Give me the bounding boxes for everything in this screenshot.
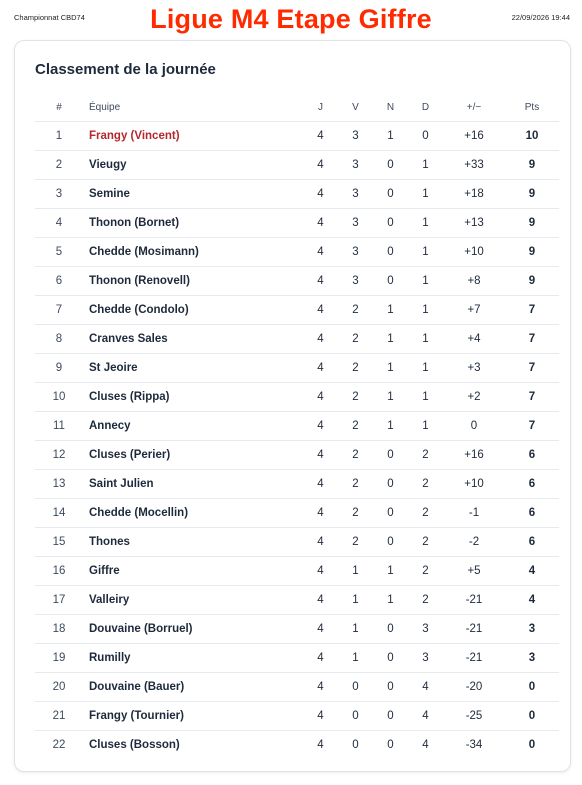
cell-j: 4 bbox=[303, 412, 338, 441]
cell-pts: 6 bbox=[505, 470, 559, 499]
cell-n: 1 bbox=[373, 586, 408, 615]
cell-rank: 6 bbox=[35, 267, 83, 296]
table-row bbox=[35, 238, 559, 267]
cell-diff: 0 bbox=[443, 412, 505, 441]
cell-n: 0 bbox=[373, 673, 408, 702]
cell-j: 4 bbox=[303, 441, 338, 470]
cell-j: 4 bbox=[303, 238, 338, 267]
cell-pts: 9 bbox=[505, 209, 559, 238]
table-row bbox=[35, 412, 559, 441]
cell-pts: 7 bbox=[505, 296, 559, 325]
cell-d: 4 bbox=[408, 702, 443, 731]
table-row bbox=[35, 354, 559, 383]
col-diff: +/− bbox=[443, 93, 505, 122]
cell-diff: +10 bbox=[443, 238, 505, 267]
timestamp: 22/09/2026 19:44 bbox=[511, 13, 570, 22]
table-header-row bbox=[35, 93, 559, 122]
cell-v: 3 bbox=[338, 209, 373, 238]
cell-j: 4 bbox=[303, 180, 338, 209]
cell-n: 0 bbox=[373, 615, 408, 644]
cell-pts: 4 bbox=[505, 557, 559, 586]
cell-j: 4 bbox=[303, 296, 338, 325]
cell-rank: 3 bbox=[35, 180, 83, 209]
cell-pts: 0 bbox=[528, 739, 536, 751]
cell-j: 4 bbox=[303, 499, 338, 528]
cell-j: 4 bbox=[303, 325, 338, 354]
cell-v: 2 bbox=[338, 528, 373, 557]
cell-v: 3 bbox=[338, 180, 373, 209]
cell-v: 3 bbox=[338, 122, 373, 151]
cell-v: 2 bbox=[338, 296, 373, 325]
cell-j: 4 bbox=[303, 644, 338, 673]
page-title: Ligue M4 Etape Giffre bbox=[150, 4, 432, 34]
table-row bbox=[35, 586, 559, 615]
cell-j: 4 bbox=[303, 470, 338, 499]
cell-rank: 11 bbox=[35, 412, 83, 441]
cell-diff: +10 bbox=[443, 470, 505, 499]
cell-diff: +3 bbox=[443, 354, 505, 383]
card-title: Classement de la journée bbox=[35, 61, 216, 78]
cell-d: 2 bbox=[408, 586, 443, 615]
cell-team: Valleiry bbox=[83, 586, 303, 615]
cell-pts: 9 bbox=[505, 180, 559, 209]
cell-pts: 7 bbox=[505, 412, 559, 441]
cell-diff: +18 bbox=[443, 180, 505, 209]
cell-v: 2 bbox=[338, 325, 373, 354]
cell-team: Douvaine (Borruel) bbox=[83, 615, 303, 644]
cell-diff: -2 bbox=[443, 528, 505, 557]
cell-rank: 4 bbox=[35, 209, 83, 238]
cell-pts: 9 bbox=[505, 151, 559, 180]
cell-team: Chedde (Condolo) bbox=[83, 296, 303, 325]
cell-rank: 13 bbox=[35, 470, 83, 499]
table-row bbox=[35, 209, 559, 238]
cell-d: 3 bbox=[408, 615, 443, 644]
cell-n: 1 bbox=[373, 557, 408, 586]
cell-diff: -34 bbox=[465, 739, 483, 751]
championship-label: Championnat CBD74 bbox=[14, 13, 85, 22]
cell-d: 1 bbox=[408, 383, 443, 412]
table-row bbox=[35, 267, 559, 296]
table-row bbox=[35, 615, 559, 644]
cell-j: 4 bbox=[317, 739, 324, 751]
cell-diff: +16 bbox=[443, 441, 505, 470]
cell-pts: 0 bbox=[505, 673, 559, 702]
cell-pts: 3 bbox=[505, 615, 559, 644]
cell-d: 1 bbox=[408, 180, 443, 209]
cell-n: 0 bbox=[387, 739, 394, 751]
cell-pts: 9 bbox=[505, 238, 559, 267]
cell-team: Frangy (Vincent) bbox=[83, 122, 303, 151]
cell-n: 0 bbox=[373, 441, 408, 470]
cell-rank: 20 bbox=[35, 673, 83, 702]
cell-d: 2 bbox=[408, 441, 443, 470]
cell-team: Rumilly bbox=[83, 644, 303, 673]
table-row bbox=[35, 702, 559, 731]
cell-n: 0 bbox=[373, 470, 408, 499]
cell-j: 4 bbox=[303, 615, 338, 644]
cell-d: 2 bbox=[408, 470, 443, 499]
cell-j: 4 bbox=[303, 383, 338, 412]
cell-rank: 19 bbox=[35, 644, 83, 673]
cell-rank: 14 bbox=[35, 499, 83, 528]
cell-j: 4 bbox=[303, 528, 338, 557]
cell-j: 4 bbox=[303, 354, 338, 383]
cell-j: 4 bbox=[303, 209, 338, 238]
cell-team: Cranves Sales bbox=[83, 325, 303, 354]
cell-v: 1 bbox=[338, 557, 373, 586]
cell-d: 1 bbox=[408, 296, 443, 325]
cell-team: Cluses (Bosson) bbox=[89, 739, 180, 751]
cell-v: 0 bbox=[338, 702, 373, 731]
cell-pts: 0 bbox=[505, 702, 559, 731]
cell-v: 2 bbox=[338, 441, 373, 470]
cell-v: 2 bbox=[338, 354, 373, 383]
cell-n: 0 bbox=[373, 702, 408, 731]
cell-diff: -1 bbox=[443, 499, 505, 528]
cell-n: 0 bbox=[373, 209, 408, 238]
cell-v: 3 bbox=[338, 267, 373, 296]
table-row bbox=[35, 673, 559, 702]
cell-pts: 6 bbox=[505, 528, 559, 557]
cell-team: Vieugy bbox=[83, 151, 303, 180]
cell-rank: 9 bbox=[35, 354, 83, 383]
col-rank: # bbox=[35, 93, 83, 122]
cell-team: Douvaine (Bauer) bbox=[83, 673, 303, 702]
cell-team: Thonon (Bornet) bbox=[83, 209, 303, 238]
cell-j: 4 bbox=[303, 586, 338, 615]
table-row bbox=[35, 499, 559, 528]
cell-d: 1 bbox=[408, 209, 443, 238]
cell-d: 1 bbox=[408, 325, 443, 354]
cell-j: 4 bbox=[303, 122, 338, 151]
cell-rank: 2 bbox=[35, 151, 83, 180]
standings-card bbox=[14, 40, 571, 772]
cell-d: 1 bbox=[408, 412, 443, 441]
cell-v: 1 bbox=[338, 586, 373, 615]
table-row bbox=[35, 557, 559, 586]
col-j: J bbox=[303, 93, 338, 122]
cell-pts: 7 bbox=[505, 325, 559, 354]
cell-j: 4 bbox=[303, 151, 338, 180]
cell-team: Chedde (Mosimann) bbox=[83, 238, 303, 267]
cell-diff: -21 bbox=[443, 644, 505, 673]
cell-diff: +16 bbox=[443, 122, 505, 151]
table-row bbox=[35, 528, 559, 557]
cell-j: 4 bbox=[303, 673, 338, 702]
cell-rank: 5 bbox=[35, 238, 83, 267]
cell-pts: 7 bbox=[505, 354, 559, 383]
cell-d: 4 bbox=[422, 739, 429, 751]
cell-diff: +13 bbox=[443, 209, 505, 238]
table-row bbox=[35, 470, 559, 499]
cell-pts: 6 bbox=[505, 499, 559, 528]
cell-diff: -21 bbox=[443, 615, 505, 644]
cell-diff: -21 bbox=[443, 586, 505, 615]
cell-n: 1 bbox=[373, 296, 408, 325]
cell-n: 0 bbox=[373, 528, 408, 557]
cell-diff: +33 bbox=[443, 151, 505, 180]
cell-pts: 3 bbox=[505, 644, 559, 673]
cell-team: Annecy bbox=[83, 412, 303, 441]
cell-team: Frangy (Tournier) bbox=[83, 702, 303, 731]
cell-v: 1 bbox=[338, 644, 373, 673]
col-team: Équipe bbox=[83, 93, 303, 122]
cell-diff: +7 bbox=[443, 296, 505, 325]
cell-rank: 12 bbox=[35, 441, 83, 470]
cell-rank: 17 bbox=[35, 586, 83, 615]
cell-diff: -25 bbox=[443, 702, 505, 731]
cell-d: 3 bbox=[408, 644, 443, 673]
cell-d: 2 bbox=[408, 557, 443, 586]
cell-pts: 10 bbox=[505, 122, 559, 151]
cell-diff: -20 bbox=[443, 673, 505, 702]
cell-diff: +5 bbox=[443, 557, 505, 586]
standings-table bbox=[35, 93, 559, 759]
cell-rank: 18 bbox=[35, 615, 83, 644]
cell-n: 1 bbox=[373, 354, 408, 383]
cell-d: 1 bbox=[408, 151, 443, 180]
cell-n: 1 bbox=[373, 412, 408, 441]
cell-n: 0 bbox=[373, 267, 408, 296]
cell-v: 1 bbox=[338, 615, 373, 644]
cell-d: 1 bbox=[408, 354, 443, 383]
cell-n: 0 bbox=[373, 180, 408, 209]
cell-j: 4 bbox=[303, 702, 338, 731]
cell-rank: 7 bbox=[35, 296, 83, 325]
table-row bbox=[35, 296, 559, 325]
cell-team: Chedde (Mocellin) bbox=[83, 499, 303, 528]
table-row bbox=[35, 180, 559, 209]
cell-team: St Jeoire bbox=[83, 354, 303, 383]
table-row bbox=[35, 151, 559, 180]
cell-d: 0 bbox=[408, 122, 443, 151]
cell-diff: +4 bbox=[443, 325, 505, 354]
cell-d: 2 bbox=[408, 499, 443, 528]
col-pts: Pts bbox=[505, 93, 559, 122]
col-n: N bbox=[373, 93, 408, 122]
cell-v: 2 bbox=[338, 412, 373, 441]
cell-team: Saint Julien bbox=[83, 470, 303, 499]
table-row bbox=[35, 644, 559, 673]
cell-rank: 8 bbox=[35, 325, 83, 354]
cell-n: 0 bbox=[373, 151, 408, 180]
table-row bbox=[35, 441, 559, 470]
cell-n: 0 bbox=[373, 499, 408, 528]
cell-v: 3 bbox=[338, 238, 373, 267]
cell-rank: 15 bbox=[35, 528, 83, 557]
cell-rank: 16 bbox=[35, 557, 83, 586]
cell-n: 1 bbox=[373, 325, 408, 354]
cell-rank: 1 bbox=[35, 122, 83, 151]
table-row bbox=[35, 731, 559, 760]
cell-team: Cluses (Perier) bbox=[83, 441, 303, 470]
cell-diff: +8 bbox=[443, 267, 505, 296]
cell-rank: 21 bbox=[35, 702, 83, 731]
cell-team: Thonon (Renovell) bbox=[83, 267, 303, 296]
table-row bbox=[35, 122, 559, 151]
cell-v: 0 bbox=[352, 739, 359, 751]
top-header bbox=[0, 0, 582, 40]
cell-team: Giffre bbox=[83, 557, 303, 586]
cell-rank: 22 bbox=[52, 739, 66, 751]
cell-v: 2 bbox=[338, 383, 373, 412]
cell-v: 2 bbox=[338, 470, 373, 499]
cell-j: 4 bbox=[303, 267, 338, 296]
cell-pts: 6 bbox=[505, 441, 559, 470]
cell-v: 2 bbox=[338, 499, 373, 528]
cell-v: 0 bbox=[338, 673, 373, 702]
cell-n: 0 bbox=[373, 644, 408, 673]
table-row bbox=[35, 383, 559, 412]
cell-n: 0 bbox=[373, 238, 408, 267]
cell-d: 1 bbox=[408, 267, 443, 296]
cell-pts: 7 bbox=[505, 383, 559, 412]
cell-n: 1 bbox=[373, 383, 408, 412]
cell-team: Semine bbox=[83, 180, 303, 209]
cell-n: 1 bbox=[373, 122, 408, 151]
table-body bbox=[35, 122, 559, 760]
cell-j: 4 bbox=[303, 557, 338, 586]
col-d: D bbox=[408, 93, 443, 122]
cell-team: Cluses (Rippa) bbox=[83, 383, 303, 412]
cell-d: 2 bbox=[408, 528, 443, 557]
cell-team: Thones bbox=[83, 528, 303, 557]
cell-pts: 4 bbox=[505, 586, 559, 615]
cell-rank: 10 bbox=[35, 383, 83, 412]
cell-diff: +2 bbox=[443, 383, 505, 412]
table-row bbox=[35, 325, 559, 354]
cell-v: 3 bbox=[338, 151, 373, 180]
cell-d: 1 bbox=[408, 238, 443, 267]
col-v: V bbox=[338, 93, 373, 122]
cell-d: 4 bbox=[408, 673, 443, 702]
cell-pts: 9 bbox=[505, 267, 559, 296]
